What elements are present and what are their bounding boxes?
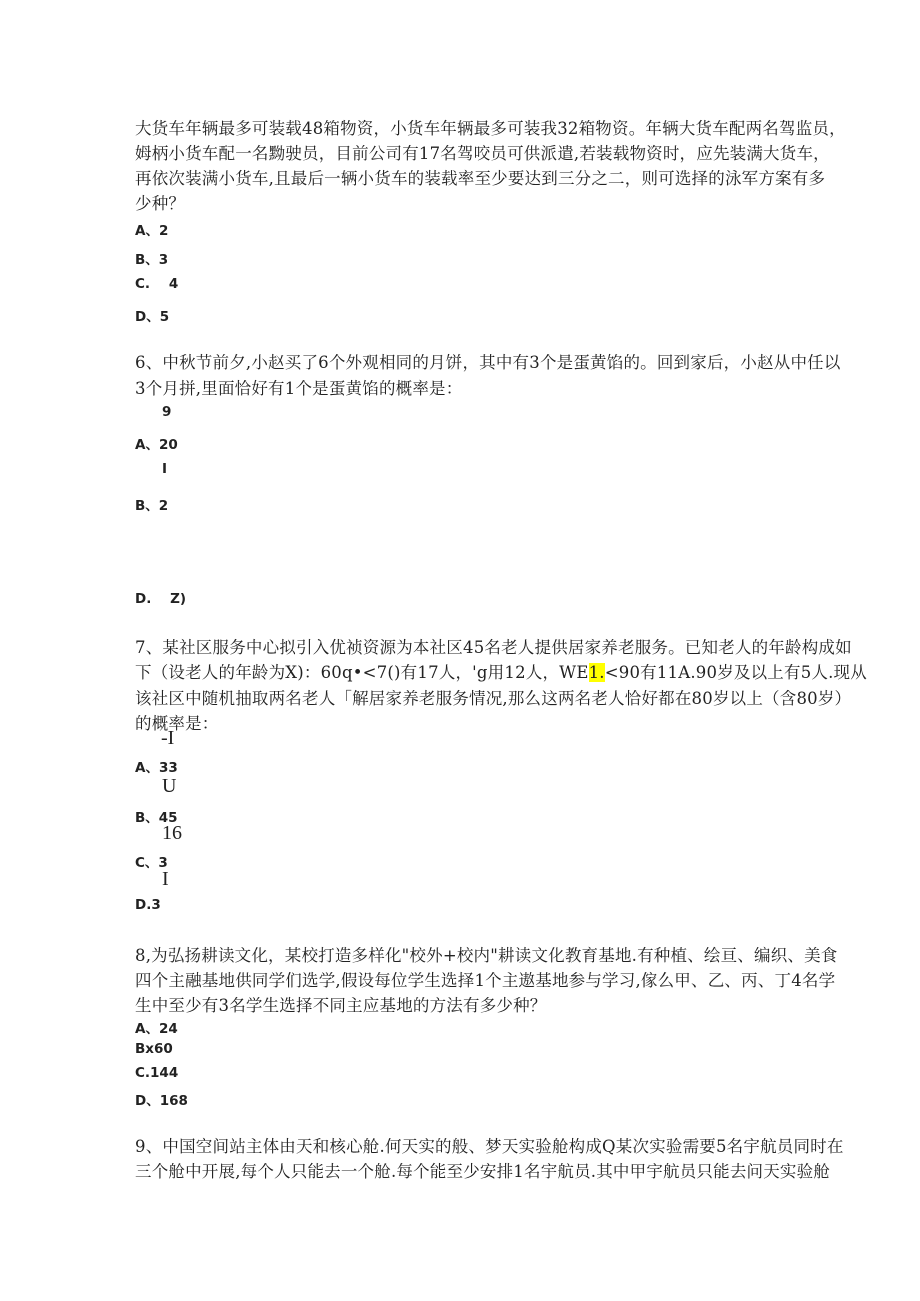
q6-line-2: 3个月拼,里面恰好有1个是蛋黄馅的概率是： <box>135 379 463 398</box>
q8-option-c: C.144 <box>135 1065 179 1081</box>
q7-option-c: C、3 <box>135 855 168 871</box>
q6-fraction-a-numerator: 9 <box>162 404 172 420</box>
q5-line-4: 少种？ <box>135 194 186 213</box>
q7-option-b: B、45 <box>135 810 178 826</box>
q6-fraction-b-numerator: I <box>162 461 168 477</box>
q5-line-1: 大货车年辆最多可装载48箱物资，小货车年辆最多可装我32箱物资。年辆大货车配两名驾监员， <box>135 119 846 138</box>
q8-option-b: Bx60 <box>135 1041 173 1057</box>
q7-line-2 <box>135 659 867 683</box>
q7-highlighted-text: 1. <box>588 663 605 682</box>
q8-option-a: A、24 <box>135 1021 178 1037</box>
q9-line-1: 9、中国空间站主体由天和核心舱.何天实的般、梦天实验舱构成Q某次实验需要5名宇航员同时在 <box>135 1137 844 1156</box>
q5-option-d: D、5 <box>135 309 170 325</box>
q7-option-a: A、33 <box>135 760 178 776</box>
q9-line-2: 三个舱中开展,每个人只能去一个舱.每个能至少安排1名宇航员.其中甲宇航员只能去问天实验舱 <box>135 1162 831 1181</box>
q8-line-2: 四个主融基地供同学们选学,假设每位学生选择1个主遨基地参与学习,傢么甲、乙、丙、丁4名学 <box>135 971 836 990</box>
q7-fraction-c: 16 <box>162 822 182 844</box>
q7-line-4: 的概率是： <box>135 714 219 733</box>
q7-fraction-b: U <box>162 775 177 797</box>
q7-line-2-pre: 下（设老人的年龄为X)：60q•<7()有17人，'g用12人，WE <box>135 663 589 682</box>
q5-option-b: B、3 <box>135 252 169 268</box>
q7-line-3: 该社区中随机抽取两名老人「解居家养老服务情况,那么这两名老人恰好都在80岁以上（含80岁） <box>135 689 852 708</box>
q6-option-d: D. Z) <box>135 591 187 607</box>
q6-line-1: 6、中秋节前夕,小赵买了6个外观相同的月饼，其中有3个是蛋黄馅的。回到家后，小赵从中任以 <box>135 353 841 372</box>
q5-option-a: A、2 <box>135 223 169 239</box>
q7-option-d: D.3 <box>135 897 161 913</box>
q8-option-d: D、168 <box>135 1093 188 1109</box>
q7-line-2-post: <90有11A.90岁及以上有5人.现从 <box>604 663 867 682</box>
q6-option-b: B、2 <box>135 498 169 514</box>
q5-line-2: 姆柄小货车配一名黝驶员，目前公司有17名驾咬员可供派遣,若装载物资时，应先装满大货车， <box>135 144 830 163</box>
q8-line-3: 生中至少有3名学生选择不同主应基地的方法有多少种？ <box>135 996 547 1015</box>
q5-option-c: C. 4 <box>135 276 179 292</box>
q7-line-1: 7、某社区服务中心拟引入优祯资源为本社区45名老人提供居家养老服务。已知老人的年龄构成如 <box>135 638 852 657</box>
q6-option-a: A、20 <box>135 437 178 453</box>
q7-fraction-a: -I <box>161 727 175 749</box>
q7-fraction-d: I <box>162 868 169 890</box>
q5-line-3: 再依次装满小货车,且最后一辆小货车的装载率至少要达到三分之二，则可选择的泳军方案有多 <box>135 169 826 188</box>
q8-line-1: 8,为弘扬耕读文化，某校打造多样化"校外+校内"耕读文化教育基地.有种植、绘亘、编织、美食 <box>135 946 838 965</box>
